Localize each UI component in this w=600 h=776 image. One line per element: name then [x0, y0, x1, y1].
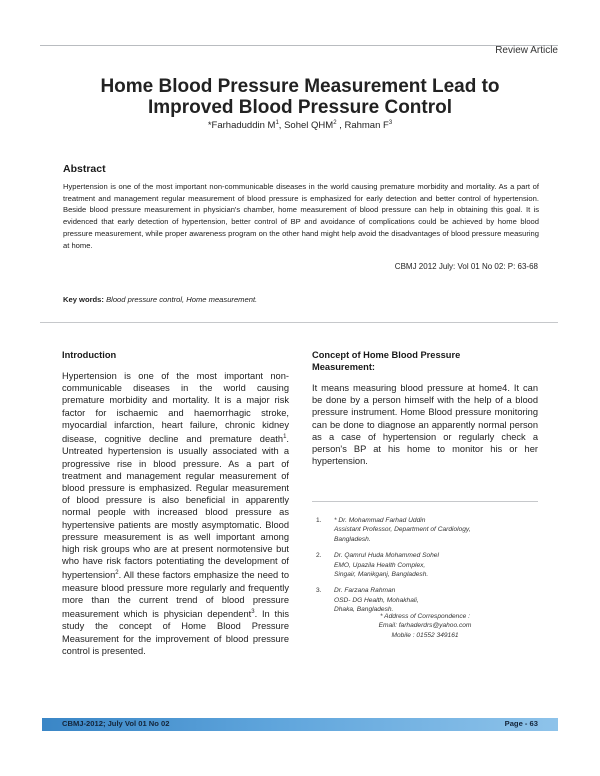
affiliation-line: Dr. Farzana Rahman — [334, 587, 396, 595]
footer-bar — [42, 718, 558, 731]
intro-text-part: . All these factors emphasize the need to measure blood pressure more regularly and frequently more than the current trend of blood pressure measurement which is physician dependent — [62, 570, 289, 620]
author-name: *Farhaduddin M — [207, 120, 276, 132]
affiliation-line: Dr. Qamrul Huda Mohammed Sohel — [334, 552, 439, 560]
intro-text-part: Hypertension is one of the most important non-communicable diseases in the world causing premature morbidity and mortality. It is a major risk factor for ischaemic and haemorrhagic stroke, myocardial infarction, heart failure, chronic kidney disease, cognitive decline and premature death — [62, 371, 289, 445]
title-line-1: Home Blood Pressure Measurement Lead to — [100, 76, 500, 97]
affiliation-line: Bangladesh. — [334, 535, 371, 543]
affiliation-line: * Dr. Mohammad Farhad Uddin — [334, 517, 426, 524]
affiliation-item — [316, 551, 538, 579]
abstract-heading: Abstract — [63, 163, 106, 175]
author-affiliation-ref: 1 — [275, 120, 279, 126]
correspondence-title: * Address of Correspondence : — [380, 613, 470, 620]
keywords-label: Key words: — [63, 295, 104, 304]
author-list — [40, 120, 560, 131]
intro-text-part: . In this study the concept of Home Blood Pressure Measurement for the improvement of blood pressure control is presented. — [62, 609, 289, 656]
page-number: Page - 63 — [504, 719, 538, 728]
affiliation-line: EMO, Upazila Health Complex, — [334, 561, 426, 569]
keywords — [63, 295, 257, 304]
affiliation-line: OSD- DG Health, Mohakhali, — [334, 596, 419, 604]
reference-marker: 2 — [115, 570, 119, 577]
correspondence-mobile: Mobile : 01552 349161 — [391, 631, 459, 639]
header-rule — [40, 45, 558, 46]
affiliation-line: Dhaka, Bangladesh. — [334, 606, 394, 614]
author-separator: , — [278, 120, 285, 132]
affiliation-item — [316, 586, 538, 614]
footer-journal-info: CBMJ-2012; July Vol 01 No 02 — [62, 719, 170, 728]
affiliation-line: Assistant Professor, Department of Cardiology, — [334, 526, 471, 534]
section-divider — [40, 322, 558, 323]
author-name: Rahman F — [344, 120, 389, 132]
citation: CBMJ 2012 July: Vol 01 No 02: P: 63-68 — [394, 262, 538, 271]
keywords-values: Blood pressure control, Home measurement. — [106, 295, 258, 304]
concept-column — [312, 349, 538, 467]
reference-marker: 3 — [251, 609, 255, 616]
article-title — [40, 76, 560, 118]
author-affiliations — [316, 516, 538, 622]
introduction-heading: Introduction — [62, 350, 117, 360]
footnote-divider — [312, 501, 538, 502]
section-label: Review Article — [495, 45, 558, 56]
concept-heading: Concept of Home Blood Pressure — [312, 350, 461, 360]
correspondence-block — [312, 612, 538, 640]
correspondence-email: Email: farhaderdrs@yahoo.com — [378, 622, 472, 630]
intro-text-part: . Untreated hypertension is usually associated with a progressive rise in blood pressure. As a part of treatment and management regular measurement of blood pressure is emphasized. Regular measurement of blood pressure is also beneficial in apparently normal people with increased blood pressure as hypertensive patients are mostly asymptomatic. Blood pressure measurement is as well important among high risk groups who are at present normotensive but who have risk factors potentiating the development of hypertension — [62, 434, 289, 581]
concept-text: It means measuring blood pressure at home4. It can be done by a person himself with the help of a blood pressure instrument. Home Blood pressure monitoring can be done to diagnose an apparently normal person as a case of hypertension or regularly check a person's BP at his home to monitor his or her hypertension. — [312, 383, 538, 467]
author-separator: , — [336, 120, 345, 132]
author-affiliation-ref: 3 — [388, 120, 393, 126]
introduction-column — [62, 349, 289, 657]
author-name: Sohel QHM — [284, 120, 334, 132]
title-line-2: Improved Blood Pressure Control — [147, 97, 453, 118]
affiliation-item — [316, 516, 538, 544]
affiliation-number: 3. — [316, 587, 322, 595]
abstract-text: Hypertension is one of the most important non-communicable diseases in the world causing premature morbidity and mortality. As a part of treatment and management regular measurement of blood pressure is emphasized for early detection and better control of hypertension. Beside blood pressure measurement in physician's chamber, home measurement of blood pressure can help in obtaining this goal. It is evidenced that early detection of hypertension, better control of BP and avoidance of complications could be achieved by home blood pressure measurement, while proper awareness program on the other hand might help avoid the disadvantages of blood pressure measuring at home. — [63, 182, 539, 250]
reference-marker: 1 — [283, 434, 287, 441]
author-affiliation-ref: 2 — [333, 120, 337, 126]
concept-heading-line-2: Measurement: — [312, 362, 376, 372]
affiliation-number: 2. — [316, 552, 322, 560]
affiliation-line: Singair, Manikganj, Bangladesh. — [334, 571, 429, 579]
affiliation-number: 1. — [316, 517, 322, 524]
introduction-text — [62, 370, 289, 657]
